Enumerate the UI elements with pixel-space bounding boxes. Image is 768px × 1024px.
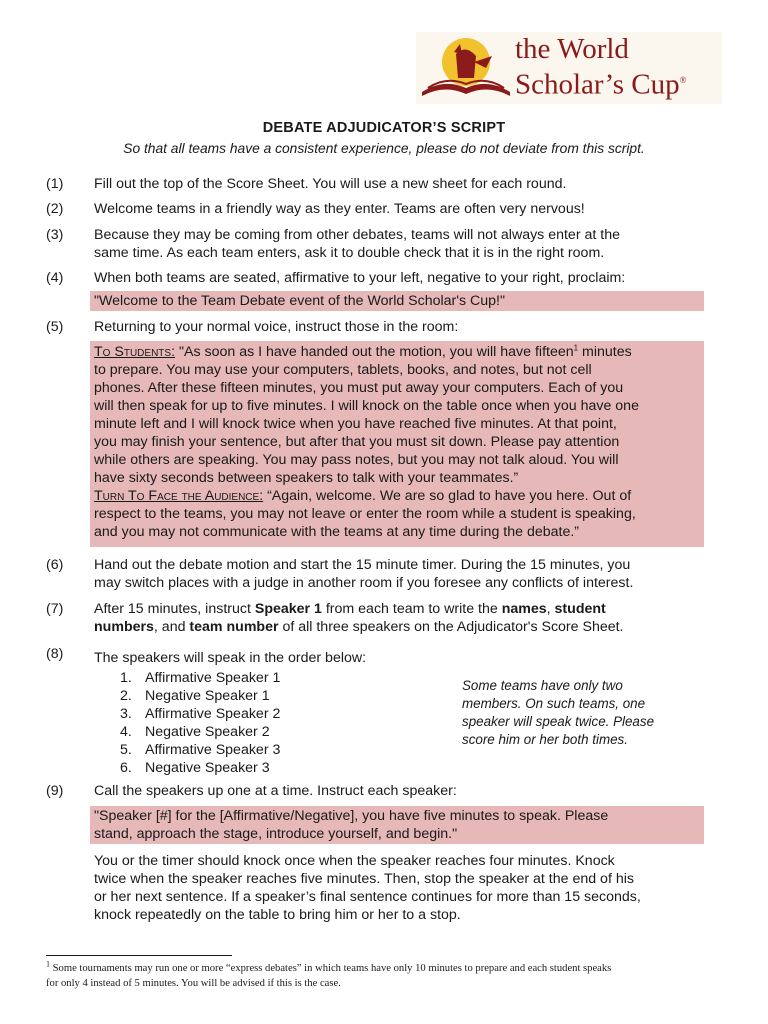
step-number: (9)	[46, 783, 64, 799]
page-subtitle: So that all teams have a consistent experience, please do not deviate from this script.	[123, 141, 645, 156]
timing-line: or her next sentence. If a speaker’s final sentence continues for more than 15 seconds,	[94, 889, 641, 905]
logo-line-1: the World	[515, 33, 629, 65]
instruction-line: to prepare. You may use your computers, tablets, books, and notes, but not cell	[94, 362, 592, 378]
welcome-quote: "Welcome to the Team Debate event of the World Scholar's Cup!"	[94, 293, 506, 309]
step-number: (6)	[46, 557, 64, 573]
instruction-line: you may finish your sentence, but after that you must sit down. Please pay attention	[94, 434, 620, 450]
speaker-1-emphasis: Speaker 1	[254, 601, 322, 617]
names-emphasis: names	[501, 601, 547, 617]
step-number: (7)	[46, 601, 64, 617]
audience-label: Turn To Face the Audience:	[94, 488, 264, 504]
step-text-line: Because they may be coming from other debates, teams will not always enter at the	[94, 227, 620, 243]
welcome-quote-box	[90, 291, 704, 311]
list-item: 5. Affirmative Speaker 3	[120, 742, 281, 758]
quote-line: "Speaker [#] for the [Affirmative/Negative], you have five minutes to speak. Please	[94, 808, 609, 824]
two-member-team-note: Some teams have only two members. On such teams, one speaker will speak twice. Please score him or her both times.	[462, 678, 655, 747]
instruction-line: respect to the teams, you may not leave or enter the room while a student is speaking,	[94, 506, 636, 522]
step-text: Call the speakers up one at a time. Instruct each speaker:	[94, 783, 457, 799]
footnote-line: for only 4 instead of 5 minutes. You will be advised if this is the case.	[46, 978, 341, 989]
instruction-line: minute left and I will knock twice when you have reached five minutes. At that point,	[94, 416, 617, 432]
logo-line-2: Scholar’s Cup	[515, 68, 680, 101]
timing-line: twice when the speaker reaches five minutes. Then, stop the speaker at the end of his	[94, 871, 634, 887]
step-text: , and	[153, 619, 190, 635]
instruction-line: and you may not communicate with the teams at any time during the debate.”	[94, 524, 580, 540]
page-title: DEBATE ADJUDICATOR’S SCRIPT	[262, 120, 506, 136]
instruction-line: have sixty seconds between speakers to talk with your teammates.”	[94, 470, 519, 486]
step-text: When both teams are seated, affirmative to your left, negative to your right, proclaim:	[94, 270, 626, 286]
numbers-emphasis: numbers	[94, 619, 154, 635]
timing-line: You or the timer should knock once when the speaker reaches four minutes. Knock	[94, 853, 615, 869]
student-emphasis: student	[554, 601, 606, 617]
speaker-order-list	[120, 669, 420, 777]
step-number: (1)	[46, 176, 64, 192]
timing-line: knock repeatedly on the table to bring him or her to a stop.	[94, 907, 461, 923]
step-text-line: same time. As each team enters, ask it to double check that it is in the right room.	[94, 245, 605, 261]
instruction-line: "As soon as I have handed out the motion, you will have fifteen	[178, 344, 574, 360]
footnote-divider	[46, 955, 232, 956]
step-text: ,	[546, 601, 555, 617]
registered-mark: ®	[679, 75, 687, 85]
step-number: (8)	[46, 646, 64, 662]
step-text: Fill out the top of the Score Sheet. You will use a new sheet for each round.	[94, 176, 567, 192]
world-scholars-cup-logo	[416, 32, 722, 104]
instruction-line: “Again, welcome. We are so glad to have you here. Out of	[263, 488, 632, 504]
owl-book-emblem-icon	[416, 32, 516, 104]
step-text: The speakers will speak in the order below:	[94, 650, 367, 666]
logo-wordmark	[515, 34, 686, 101]
instruction-line: minutes	[578, 344, 632, 360]
step-number: (3)	[46, 227, 64, 243]
instruction-line: while others are speaking. You may pass notes, but you may not talk aloud. You will	[94, 452, 619, 468]
step-text: After 15 minutes, instruct	[94, 601, 255, 617]
step-number: (4)	[46, 270, 64, 286]
step-text-line: Hand out the debate motion and start the 15 minute timer. During the 15 minutes, you	[94, 557, 631, 573]
footnote-number: 1	[46, 959, 50, 969]
instruction-line: phones. After these fifteen minutes, you must put away your computers. Each of you	[94, 380, 624, 396]
step-number: (5)	[46, 319, 64, 335]
footnote-line: Some tournaments may run one or more “express debates” in which teams have only 10 minutes to prepare and each student speaks	[50, 963, 612, 974]
footnote	[46, 961, 726, 991]
list-item: 2. Negative Speaker 1	[120, 688, 270, 704]
step-text: from each team to write the	[321, 601, 502, 617]
step-number: (2)	[46, 201, 64, 217]
step-text: of all three speakers on the Adjudicator's Score Sheet.	[278, 619, 624, 635]
list-item: 1. Affirmative Speaker 1	[120, 670, 281, 686]
team-number-emphasis: team number	[189, 619, 279, 635]
quote-line: stand, approach the stage, introduce yourself, and begin."	[94, 826, 458, 842]
step-text: Returning to your normal voice, instruct those in the room:	[94, 319, 459, 335]
footnote-marker: 1	[573, 343, 579, 353]
step-text: Welcome teams in a friendly way as they enter. Teams are often very nervous!	[94, 201, 585, 217]
instruction-line: will then speak for up to five minutes. I will knock on the table once when you have one	[94, 398, 639, 414]
speaker-call-quote-box	[90, 806, 704, 844]
list-item: 6. Negative Speaker 3	[120, 760, 270, 776]
to-students-label: To Students:	[94, 344, 176, 360]
instructions-box	[90, 341, 704, 547]
step-text-line: may switch places with a judge in another room if you foresee any conflicts of interest.	[94, 575, 634, 591]
list-item: 4. Negative Speaker 2	[120, 724, 270, 740]
list-item: 3. Affirmative Speaker 2	[120, 706, 281, 722]
